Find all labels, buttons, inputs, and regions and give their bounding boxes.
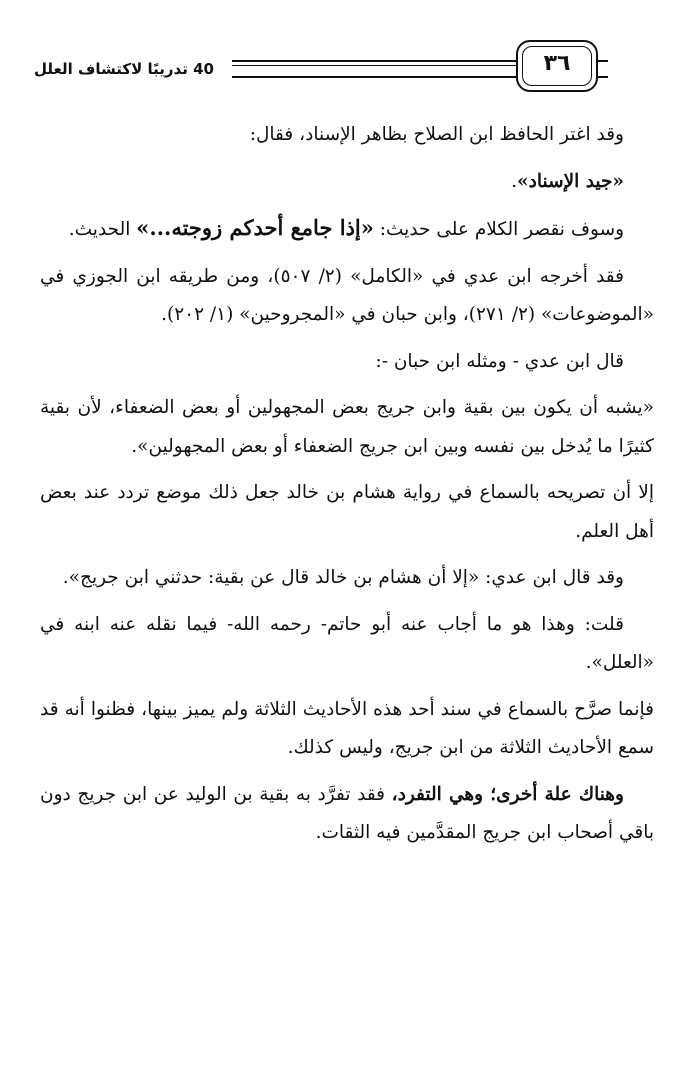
page-body [40,116,654,861]
paragraph-text: وسوف نقصر الكلام على حديث: [373,219,624,240]
paragraph-quote-jayyid [40,163,654,202]
paragraph-text: وقد اغتر الحافظ ابن الصلاح بظاهر الإسناد، فقال: [249,124,624,145]
paragraph-text: فإنما صرَّح بالسماع في سند أحد هذه الأحاديث الثلاثة ولم يميز بينها، فظنوا أنه قد سمع الأحاديث الثلاثة من ابن جريج، وليس كذلك. [40,698,654,758]
paragraph-tasrih [40,474,654,551]
paragraph-text: قال ابن عدي - ومثله ابن حبان -: [375,350,624,372]
paragraph-three-hadiths [40,691,654,768]
paragraph-text: . [511,170,518,192]
paragraph-text: وقد قال ابن عدي: «إلا أن هشام بن خالد قال عن بقية: حدثني ابن جريج». [62,567,624,588]
bold-illah-heading: وهناك علة أخرى؛ وهي التفرد، [391,783,624,805]
paragraph-text: فقد تفرَّد به بقية بن الوليد عن ابن جريج دون باقي أصحاب ابن جريج المقدَّمين فيه الثقات. [40,783,654,843]
header-rule-left [232,60,522,78]
paragraph-text: قلت: وهذا هو ما أجاب عنه أبو حاتم- رحمه الله- فيما نقله عنه ابنه في «العلل». [40,613,654,673]
running-title: 40 تدريبًا لاكتشاف العلل [34,60,214,78]
bold-quote: «جيد الإسناد» [517,170,624,192]
page-number-frame [516,40,598,92]
paragraph-text: «يشبه أن يكون بين بقية وابن جريج بعض المجهولين أو بعض الضعفاء، لأن بقية كثيرًا ما يُدخل بين نفسه وبين ابن جريج الضعفاء أو بعض المجهولين». [40,397,654,457]
paragraph-tafarrud [40,776,654,853]
paragraph-ibn-salah [40,116,654,155]
page-header [22,38,676,98]
paragraph-ibn-adi-intro [40,343,654,382]
paragraph-abu-hatim [40,606,654,683]
paragraph-text: إلا أن تصريحه بالسماع في رواية هشام بن خالد جعل ذلك موضع تردد عند بعض أهل العلم. [40,482,654,542]
paragraph-hisham [40,559,654,598]
page-number: ٣٦ [543,51,571,76]
paragraph-text: فقد أخرجه ابن عدي في «الكامل» (٢/ ٥٠٧)، ومن طريقه ابن الجوزي في «الموضوعات» (٢/ ٢٧١)، وابن حبان في «المجروحين» (١/ ٢٠٢). [40,265,654,325]
bold-hadith-title: «إذا جامع أحدكم زوجته...» [136,215,374,240]
paragraph-text: الحديث. [68,219,137,240]
paragraph-ibn-adi-quote [40,389,654,466]
paragraph-takhrij [40,258,654,335]
paragraph-hadith-focus [40,209,654,250]
